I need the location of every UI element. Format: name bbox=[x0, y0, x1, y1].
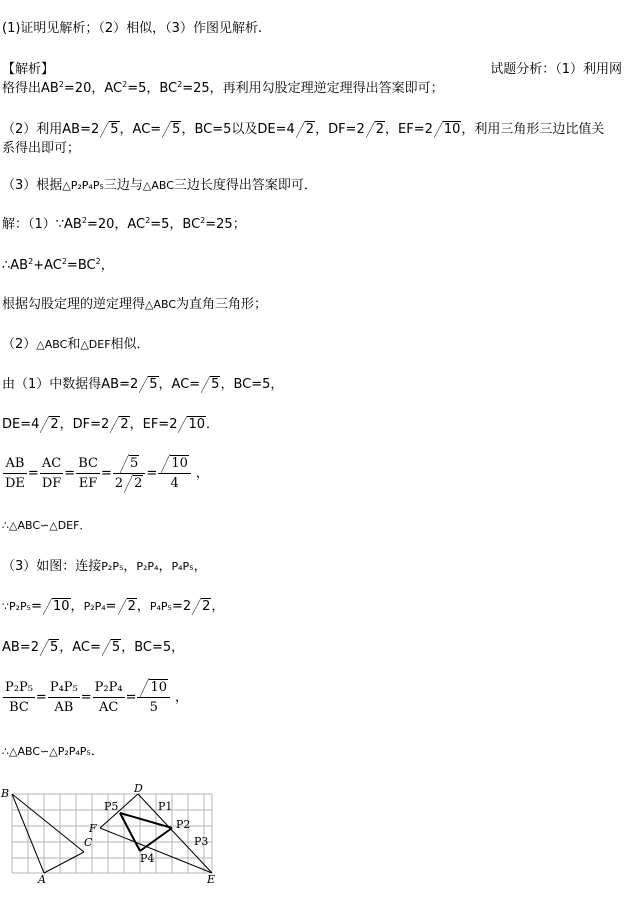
solution-step3: 根据勾股定理的逆定理得△ABC为直角三角形； bbox=[2, 297, 268, 312]
solution-step4: （2）△ABC和△DEF相似． bbox=[2, 337, 150, 352]
label-f: F bbox=[89, 822, 97, 835]
solution-step10: AB=2 5，AC= 5，BC=5， bbox=[2, 640, 185, 655]
grid-figure bbox=[0, 780, 230, 900]
label-p1: P1 bbox=[158, 800, 173, 813]
solution-step11: ∴△ABC∽△P₂P₄P₅． bbox=[2, 744, 104, 759]
analysis-part2-cont: 系得出即可； bbox=[2, 141, 81, 156]
solution-step9: ∵P₂P₅= 10，P₂P₄= 2，P₄P₅=2 2， bbox=[2, 599, 225, 614]
label-e: E bbox=[207, 873, 216, 886]
solution-step5: 由（1）中数据得AB=2 5，AC= 5，BC=5， bbox=[2, 377, 284, 392]
solution-step2: $\therefore AB^2+AC^2=BC^2$， bbox=[2, 257, 114, 273]
triangle-abc bbox=[12, 794, 84, 873]
solution-step8: （3）如图：连接P₂P₅，P₂P₄，P₄P₅， bbox=[2, 559, 207, 574]
label-a: A bbox=[38, 873, 46, 886]
ratio-equation-def: $\frac{AB}{DE}$ = $\frac{AC}{DF}$ = $\frac{BC}{EF}$ = $\frac{5}{2 2}$ = $\frac{10}{4}$ ， bbox=[5, 456, 209, 491]
triangle-p2p4p5 bbox=[120, 813, 172, 851]
analysis-intro: 试题分析：（1）利用网 bbox=[490, 62, 622, 77]
analysis-tag: 【解析】 bbox=[2, 62, 55, 77]
label-p2: P2 bbox=[176, 818, 191, 831]
label-b: B bbox=[1, 787, 10, 800]
solution-step7: ∴△ABC∽△DEF． bbox=[2, 519, 91, 532]
analysis-part1: 格得出$AB^2=20$，$AC^2=5$，$BC^2=25$，再利用勾股定理逆定理得出答案即可； bbox=[2, 80, 444, 96]
solution-step1: 解：$(1)\because AB^2=20$，$AC^2=5$，$BC^2=25$； bbox=[2, 216, 246, 232]
label-p3: P3 bbox=[194, 835, 209, 848]
label-c: C bbox=[84, 836, 93, 849]
label-d: D bbox=[134, 782, 143, 795]
answer-line: (1)证明见解析；（2）相似，（3）作图见解析. bbox=[2, 21, 263, 36]
analysis-part2: （2）利用AB=2 5，AC= 5，BC=5以及DE=4 2，DF=2 2，EF=2 10，利用三角形三边比值关 bbox=[2, 122, 605, 137]
label-p4: P4 bbox=[140, 852, 155, 865]
label-p5: P5 bbox=[104, 800, 119, 813]
ratio-equation-p: $\frac{\text{P₂P₅}}{BC}$ = $\frac{\text{P₄P₅}}{AB}$ = $\frac{\text{P₂P₄}}{AC}$ = $\frac{10}{5}$ ， bbox=[5, 680, 189, 715]
analysis-part3: （3）根据△P₂P₄P₅三边与△ABC三边长度得出答案即可． bbox=[2, 178, 317, 193]
solution-step6: DE=4 2，DF=2 2，EF=2 10． bbox=[2, 417, 220, 432]
